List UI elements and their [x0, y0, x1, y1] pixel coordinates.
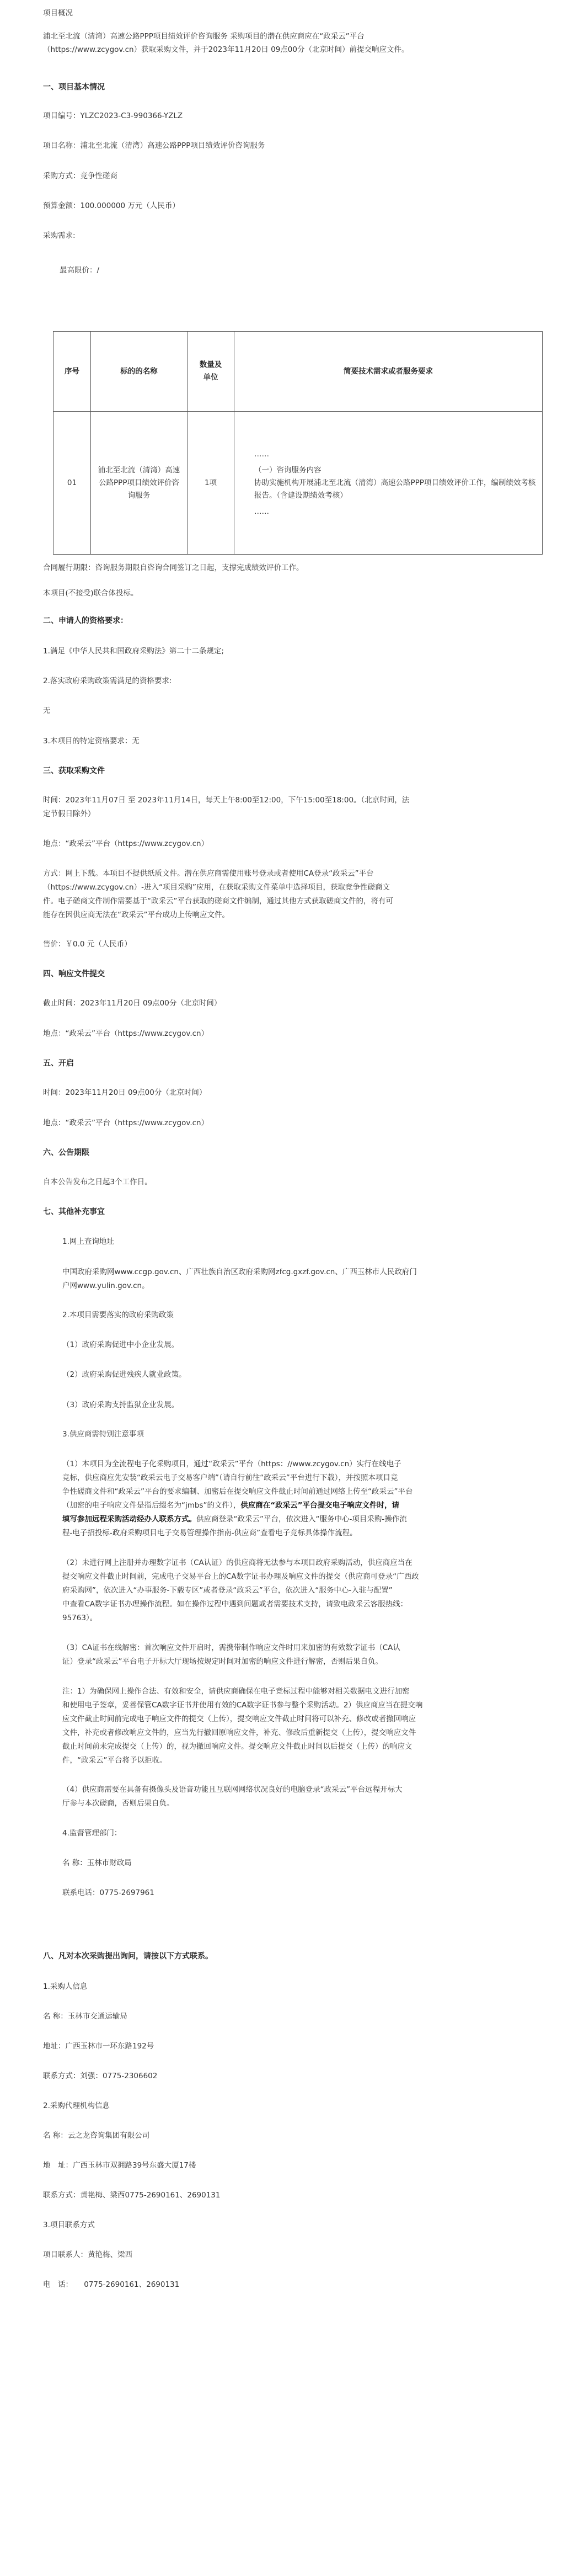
project-number: 项目编号：YLZC2023-C3-990366-YZLZ: [43, 111, 183, 120]
supplement-heading: 3.供应商需特别注意事项: [62, 1430, 144, 1439]
overview-intro-line: 浦北至北流（清湾）高速公路PPP项目绩效评价咨询服务 采购项目的潜在供应商应在“政采云”平台: [43, 32, 365, 41]
consortium-note: 本项目(不接受)联合体投标。: [43, 589, 138, 598]
acquire-method-line: （https://www.zcygov.cn）-进入“项目采购”应用，在获取采购文件菜单中选择项目，获取竞争性磋商文: [43, 883, 390, 892]
table-header-row: [53, 332, 543, 412]
procurement-needs-label: 采购需求:: [43, 231, 76, 240]
announcement-period: 自本公告发布之日起3个工作日。: [43, 1178, 152, 1186]
budget-amount: 预算金额：100.000000 万元（人民币）: [43, 201, 180, 210]
notice-item-line: 95763）。: [62, 1614, 98, 1622]
opening-place: 地点：“政采云”平台（https://www.zcygov.cn）: [43, 1119, 209, 1127]
note-line: 文件，补充或者修改响应文件的，应当先行撤回原响应文件，补充、修改后重新提交（上传），提交响应文件: [62, 1728, 416, 1737]
section-title: 三、获取采购文件: [43, 767, 105, 775]
notice-item-line: （3）CA证书在线解密：首次响应文件开启时，需携带制作响应文件时用来加密的有效数字证书（CA认: [62, 1643, 400, 1652]
policy-item: （2）政府采购促进残疾人就业政策。: [62, 1370, 186, 1379]
notice-bold-text: 供应商在“政采云”平台提交电子响应文件时，请: [240, 1501, 399, 1510]
agency-contact: 联系方式：黄艳梅、梁西0775-2690161、2690131: [43, 2191, 221, 2200]
section-title: 五、开启: [43, 1059, 74, 1068]
policy-item: （3）政府采购支持监狱企业发展。: [62, 1401, 179, 1409]
contact-heading: 2.采购代理机构信息: [43, 2101, 110, 2110]
acquire-place: 地点：“政采云”平台（https://www.zcygov.cn）: [43, 839, 209, 848]
item-requirements-cell: [234, 412, 543, 555]
contact-heading: 3.项目联系方式: [43, 2221, 95, 2229]
notice-item-line: [62, 1514, 551, 1525]
notice-item-line: （4）供应商需要在具备有摄像头及语音功能且互联网网络状况良好的电脑登录“政采云”平台远程开标大: [62, 1785, 403, 1794]
note-line: 件，“政采云”平台将予以拒收。: [62, 1756, 167, 1765]
procurement-method: 采购方式：竞争性磋商: [43, 172, 117, 180]
document-price: 售价：￥0.0 元（人民币）: [43, 940, 132, 949]
notice-item-line: （1）本项目为全流程电子化采购项目，通过“政采云”平台（https：//www.zcygov.cn）实行在线电子: [62, 1460, 401, 1468]
acquire-method-line: 方式：网上下载。本项目不提供纸质文件。潜在供应商需使用账号登录或者使用CA登录“政采云”平台: [43, 869, 374, 878]
notice-item-line: 府采购网”，依次进入“办事服务-下载专区”或者登录“政采云”平台，依次进入“服务中心-入驻与配置”: [62, 1586, 393, 1595]
query-sites-line: 中国政府采购网www.ccgp.gov.cn、广西壮族自治区政府采购网zfcg.gxzf.gov.cn、广西玉林市人民政府门: [62, 1268, 417, 1276]
notice-bold-text: 填写参加远程采购活动经办人联系方式。: [62, 1515, 196, 1524]
notice-item-line: 提交响应文件截止时间前，完成电子交易平台上的CA数字证书办理及响应文件的提交（供应商可登录“广西政: [62, 1572, 419, 1581]
section-title: 四、响应文件提交: [43, 970, 105, 978]
item-number-cell: 01: [53, 412, 91, 555]
supervisor-name: 名 称：玉林市财政局: [62, 1859, 132, 1867]
section-title: 二、申请人的资格要求：: [43, 616, 128, 625]
note-line: 截止时间前未完成提交（上传）的，视为撤回响应文件。提交响应文件截止时间以后提交（上传）的响应文: [62, 1742, 412, 1751]
procurement-table: [53, 331, 543, 555]
policy-item: （1）政府采购促进中小企业发展。: [62, 1340, 179, 1349]
notice-item-line: [62, 1500, 551, 1511]
acquire-time-line: 时间：2023年11月07日 至 2023年11月14日，每天上午8:00至12:00，下午15:00至18:00。（北京时间，法: [43, 796, 410, 805]
qualification-item: 3.本项目的特定资格要求：无: [43, 737, 140, 746]
overview-intro-line: （https://www.zcygov.cn）获取采购文件，并于2023年11月20日 09点00分（北京时间）前提交响应文件。: [43, 45, 409, 54]
project-contact-phone: 电 话： 0775-2690161、2690131: [43, 2280, 180, 2289]
opening-time: 时间：2023年11月20日 09点00分（北京时间）: [43, 1088, 207, 1097]
purchaser-contact: 联系方式：刘强：0775-2306602: [43, 2072, 158, 2080]
notice-item-line: 程-电子招投标-政府采购项目电子交易管理操作指南-供应商”查看电子竞标具体操作流程。: [62, 1529, 357, 1537]
table-header-cell: 数量及 单位: [187, 332, 234, 412]
agency-address: 地 址：广西玉林市双拥路39号东盛大厦17楼: [43, 2161, 196, 2170]
notice-text: （加密的电子响应文件是指后缀名为“jmbs”的文件），: [62, 1501, 241, 1510]
notice-item-line: 证）登录“政采云”平台电子开标大厅现场按规定时间对加密的响应文件进行解密，否则后果自负。: [62, 1657, 383, 1666]
note-line: 应文件截止时间前完成电子响应文件的提交（上传），提交响应文件截止时间将可以补充、修改或者撤回响应: [62, 1715, 416, 1723]
notice-item-line: 争性磋商文件和“政采云”平台的要求编制、加密后在提交响应文件截止时间前通过网络上传至“政采云”平台: [62, 1487, 413, 1496]
table-header-cell: 序号: [53, 332, 91, 412]
ellipsis-separator: ……: [254, 507, 269, 516]
overview-heading: 项目概况: [43, 9, 73, 18]
supervisor-phone: 联系电话：0775-2697961: [62, 1888, 154, 1897]
qualification-value: 无: [43, 706, 51, 715]
contract-term: 合同履行期限：咨询服务期限自咨询合同签订之日起，支撑完成绩效评价工作。: [43, 563, 304, 572]
query-sites-line: 户网www.yulin.gov.cn。: [62, 1281, 149, 1290]
requirement-title: （一）咨询服务内容: [254, 465, 322, 475]
supplement-heading: 4.监督管理部门：: [62, 1829, 122, 1838]
project-contact-people: 项目联系人：黄艳梅、梁西: [43, 2250, 132, 2259]
project-name: 项目名称：浦北至北流（清湾）高速公路PPP项目绩效评价咨询服务: [43, 141, 265, 150]
submission-deadline: 截止时间：2023年11月20日 09点00分（北京时间）: [43, 999, 222, 1008]
qualification-item: 2.落实政府采购政策需满足的资格要求:: [43, 677, 172, 685]
notice-text: 供应商登录“政采云”平台，依次进入“服务中心-项目采购-操作流: [196, 1515, 407, 1524]
supplement-heading: 1.网上查询地址: [62, 1237, 114, 1246]
item-name-cell: 浦北至北流（清湾）高速公路PPP项目绩效评价咨询服务: [91, 412, 187, 555]
acquire-method-line: 能存在因供应商无法在“政采云”平台成功上传响应文件。: [43, 911, 229, 919]
purchaser-name: 名 称：玉林市交通运输局: [43, 2012, 127, 2021]
note-line: 注：1）为确保网上操作合法、有效和安全，请供应商确保在电子竞标过程中能够对相关数据电文进行加密: [62, 1687, 410, 1696]
supplement-heading: 2.本项目需要落实的政府采购政策: [62, 1311, 174, 1319]
table-header-cell: 标的的名称: [91, 332, 187, 412]
notice-item-line: 竞标，供应商应先安装“政采云电子交易客户端”（请自行前往“政采云”平台进行下载），并按照本项目竞: [62, 1473, 398, 1482]
item-quantity-cell: 1项: [187, 412, 234, 555]
table-header-cell: 简要技术需求或者服务要求: [234, 332, 543, 412]
agency-name: 名 称：云之龙咨询集团有限公司: [43, 2131, 150, 2140]
max-price: 最高限价：/: [60, 266, 100, 275]
requirement-body: 协助实施机构开展浦北至北流（清湾）高速公路PPP项目绩效评价工作，编制绩效考核报告。（含建设期绩效考核）: [254, 478, 536, 500]
acquire-time-line: 定节假日除外）: [43, 810, 95, 818]
section-title: 七、其他补充事宜: [43, 1207, 105, 1216]
ellipsis-separator: ……: [254, 449, 269, 459]
section-title: 八、凡对本次采购提出询问，请按以下方式联系。: [43, 1952, 213, 1961]
notice-item-line: 厅参与本次磋商，否则后果自负。: [62, 1799, 174, 1808]
notice-item-line: 中查看CA数字证书办理操作流程。如在操作过程中遇到问题或者需要技术支持，请致电政采云客服热线：: [62, 1600, 408, 1609]
section-title: 一、项目基本情况: [43, 83, 105, 92]
table-row: [53, 412, 543, 555]
purchaser-address: 地址：广西玉林市一环东路192号: [43, 2042, 154, 2051]
section-title: 六、公告期限: [43, 1148, 89, 1157]
notice-item-line: （2）未进行网上注册并办理数字证书（CA认证）的供应商将无法参与本项目政府采购活动，供应商应当在: [62, 1558, 412, 1567]
note-line: 和使用电子签章，妥善保管CA数字证书并使用有效的CA数字证书参与整个采购活动。2）供应商应当在提交响: [62, 1701, 423, 1710]
qualification-item: 1.满足《中华人民共和国政府采购法》第二十二条规定;: [43, 647, 224, 656]
contact-heading: 1.采购人信息: [43, 1982, 88, 1991]
submission-place: 地点：“政采云”平台（https://www.zcygov.cn）: [43, 1029, 209, 1038]
acquire-method-line: 件。电子磋商文件制作需要基于“政采云”平台获取的磋商文件编制，通过其他方式获取磋商文件的，将有可: [43, 897, 393, 906]
